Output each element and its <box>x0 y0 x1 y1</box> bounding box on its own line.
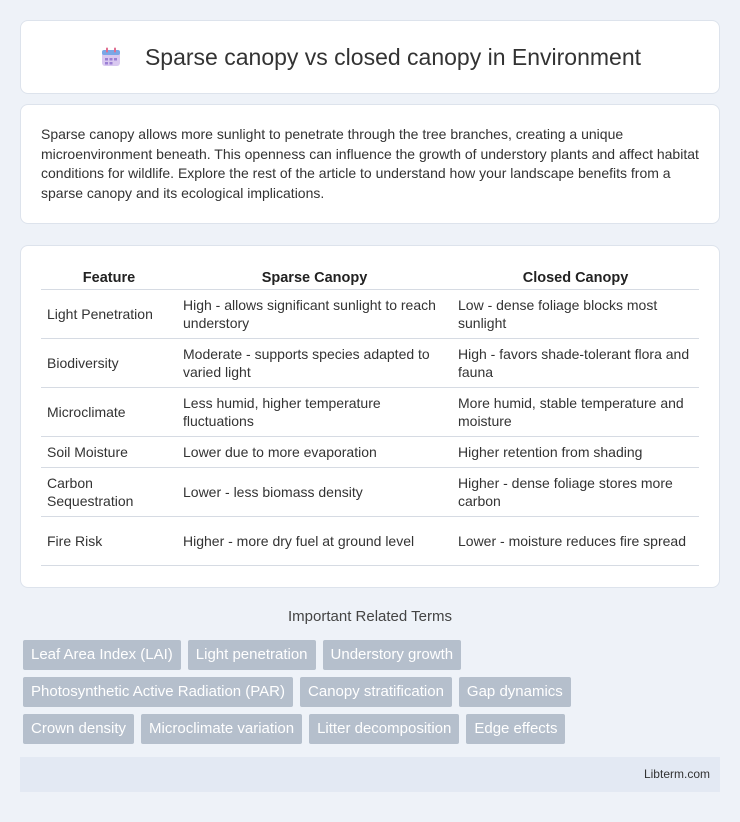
header-feature: Feature <box>41 266 177 290</box>
feature-cell: Carbon Sequestration <box>41 468 177 517</box>
tag-microclimate-variation[interactable]: Microclimate variation <box>141 714 302 744</box>
tag-litter-decomposition[interactable]: Litter decomposition <box>309 714 459 744</box>
comparison-table-card <box>20 245 720 588</box>
tag-row <box>23 677 713 707</box>
tag-edge-effects[interactable]: Edge effects <box>466 714 565 744</box>
table-row <box>41 468 699 517</box>
sparse-cell: Moderate - supports species adapted to varied light <box>177 339 452 388</box>
feature-cell: Biodiversity <box>41 339 177 388</box>
feature-cell: Light Penetration <box>41 290 177 339</box>
tag-par[interactable]: Photosynthetic Active Radiation (PAR) <box>23 677 293 707</box>
intro-card <box>20 104 720 224</box>
sparse-cell: Higher - more dry fuel at ground level <box>177 517 452 566</box>
closed-cell: More humid, stable temperature and moisture <box>452 388 699 437</box>
table-row <box>41 388 699 437</box>
tag-crown-density[interactable]: Crown density <box>23 714 134 744</box>
table-row <box>41 339 699 388</box>
related-terms-title: Important Related Terms <box>288 608 452 625</box>
sparse-cell: High - allows significant sunlight to reach understory <box>177 290 452 339</box>
tag-leaf-area-index[interactable]: Leaf Area Index (LAI) <box>23 640 181 670</box>
table-row <box>41 437 699 468</box>
table-header-row <box>41 266 699 290</box>
tag-canopy-stratification[interactable]: Canopy stratification <box>300 677 452 707</box>
table-row <box>41 290 699 339</box>
footer <box>20 757 720 792</box>
feature-cell: Fire Risk <box>41 517 177 566</box>
intro-paragraph: Sparse canopy allows more sunlight to penetrate through the tree branches, creating a unique microenvironment beneath. This openness can influence the growth of understory plants and affect habitat conditions for wildlife. Explore the rest of the article to understand how your landscape benefits from a sparse canopy and its ecological implications. <box>41 126 699 201</box>
calendar-icon <box>99 45 123 69</box>
closed-cell: Higher retention from shading <box>452 437 699 468</box>
tag-light-penetration[interactable]: Light penetration <box>188 640 316 670</box>
closed-cell: Lower - moisture reduces fire spread <box>452 517 699 566</box>
footer-site-link[interactable]: Libterm.com <box>643 767 710 781</box>
table-row <box>41 517 699 566</box>
tag-row <box>23 714 713 744</box>
title-card <box>20 20 720 94</box>
sparse-cell: Lower - less biomass density <box>177 468 452 517</box>
sparse-cell: Lower due to more evaporation <box>177 437 452 468</box>
comparison-table <box>41 266 699 566</box>
sparse-cell: Less humid, higher temperature fluctuations <box>177 388 452 437</box>
closed-cell: High - favors shade-tolerant flora and fauna <box>452 339 699 388</box>
related-terms-list <box>23 640 713 751</box>
tag-understory-growth[interactable]: Understory growth <box>323 640 462 670</box>
tag-gap-dynamics[interactable]: Gap dynamics <box>459 677 571 707</box>
page-title: Sparse canopy vs closed canopy in Environment <box>144 43 642 70</box>
feature-cell: Soil Moisture <box>41 437 177 468</box>
closed-cell: Higher - dense foliage stores more carbon <box>452 468 699 517</box>
closed-cell: Low - dense foliage blocks most sunlight <box>452 290 699 339</box>
header-sparse-canopy: Sparse Canopy <box>177 266 452 290</box>
feature-cell: Microclimate <box>41 388 177 437</box>
header-closed-canopy: Closed Canopy <box>452 266 699 290</box>
tag-row <box>23 640 713 670</box>
